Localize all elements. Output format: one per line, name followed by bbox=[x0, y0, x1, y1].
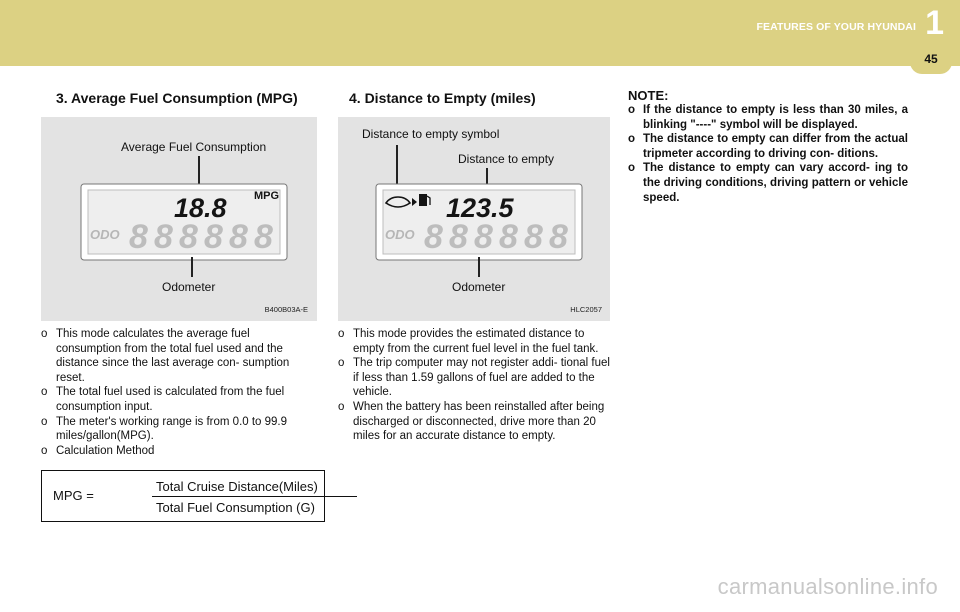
bullets-average-fuel bbox=[41, 327, 317, 458]
header-band bbox=[0, 0, 960, 66]
list-item: o Calculation Method bbox=[41, 444, 155, 457]
page-number: 45 bbox=[924, 52, 938, 66]
watermark: carmanualsonline.info bbox=[717, 574, 938, 599]
section-title-average-fuel: 3. Average Fuel Consumption (MPG) bbox=[56, 90, 298, 106]
list-item: o The total fuel used is calculated from the fuel consumption input. bbox=[41, 386, 285, 413]
list-item: o This mode provides the estimated distance to empty from the current fuel level in the fuel tank. bbox=[338, 328, 599, 355]
label-distance-to-empty: Distance to empty bbox=[458, 152, 555, 166]
list-item: o This mode calculates the average fuel consumption from the total fuel used and the distance since the last average con- sumption reset. bbox=[41, 328, 290, 384]
svg-text:8: 8 bbox=[424, 218, 443, 256]
notes-list bbox=[628, 103, 908, 205]
list-item: o When the battery has been reinstalled after being discharged or disconnected, drive more than 20 miles for an accurate distance to empty. bbox=[338, 400, 605, 443]
display-value-mpg: 18.8 bbox=[174, 193, 227, 223]
svg-text:8: 8 bbox=[179, 218, 198, 256]
figure-average-fuel bbox=[41, 117, 317, 321]
list-item: o The meter's working range is from 0.0 to 99.9 miles/gallon(MPG). bbox=[41, 415, 288, 443]
svg-text:8: 8 bbox=[524, 218, 543, 256]
bullets-distance-to-empty bbox=[338, 327, 614, 444]
list-item: o The distance to empty can vary accord- ing to the driving conditions, driving pattern or vehicle speed. bbox=[628, 162, 908, 204]
leader-line bbox=[191, 257, 193, 277]
mpg-formula-box bbox=[41, 470, 325, 522]
label-average-fuel-consumption: Average Fuel Consumption bbox=[121, 140, 267, 154]
odo-segment-icon: ODO bbox=[385, 227, 415, 242]
list-item: o The distance to empty can differ from the actual tripmeter according to driving con- ditions. bbox=[628, 133, 908, 160]
odo-segment-icon: ODO bbox=[90, 227, 120, 242]
list-item: o The trip computer may not register addi- tional fuel if less than 1.59 gallons of fuel are added to the vehicle. bbox=[338, 357, 610, 399]
figure-code: HLC2057 bbox=[570, 305, 602, 314]
fraction-bar bbox=[152, 496, 357, 497]
note-title: NOTE: bbox=[628, 88, 669, 103]
formula-numerator: Total Cruise Distance(Miles) bbox=[156, 479, 318, 494]
chapter-number: 1 bbox=[925, 4, 944, 42]
svg-text:8: 8 bbox=[449, 218, 468, 256]
figure-code: B400B03A-E bbox=[264, 305, 308, 314]
formula-lhs: MPG = bbox=[53, 488, 94, 503]
label-odometer: Odometer bbox=[452, 280, 506, 294]
svg-text:8: 8 bbox=[204, 218, 223, 256]
svg-text:8: 8 bbox=[154, 218, 173, 256]
label-distance-to-empty-symbol: Distance to empty symbol bbox=[362, 127, 500, 141]
svg-text:8: 8 bbox=[254, 218, 273, 256]
display-unit-mpg: MPG bbox=[254, 190, 280, 202]
section-label: FEATURES OF YOUR HYUNDAI bbox=[756, 21, 916, 33]
svg-text:8: 8 bbox=[474, 218, 493, 256]
leader-line bbox=[478, 257, 480, 277]
display-value-dte: 123.5 bbox=[446, 193, 514, 223]
svg-text:8: 8 bbox=[499, 218, 518, 256]
label-odometer: Odometer bbox=[162, 280, 216, 294]
section-title-distance-to-empty: 4. Distance to Empty (miles) bbox=[349, 90, 536, 106]
svg-text:8: 8 bbox=[129, 218, 148, 256]
svg-text:8: 8 bbox=[229, 218, 248, 256]
figure-distance-to-empty bbox=[338, 117, 610, 321]
svg-text:8: 8 bbox=[549, 218, 568, 256]
formula-denominator: Total Fuel Consumption (G) bbox=[156, 500, 315, 515]
list-item: o If the distance to empty is less than 30 miles, a blinking "----" symbol will be displayed. bbox=[628, 104, 908, 131]
